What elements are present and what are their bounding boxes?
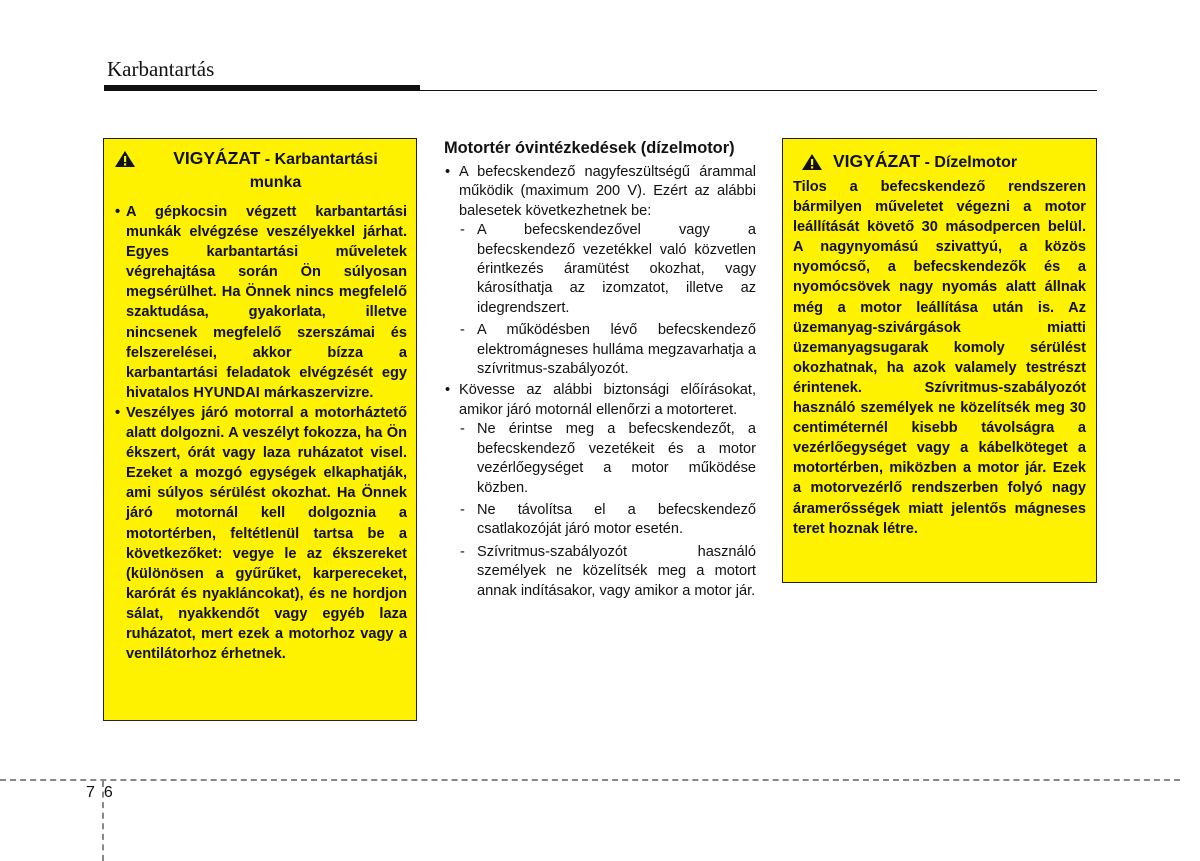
caution-subtitle: - Dízelmotor (920, 154, 1018, 171)
footer-dashed-rule (0, 779, 1180, 781)
caution-item: • A gépkocsin végzett karbantartási munkák elvégzése veszélyekkel járhat. Egyes karbantartási műveletek végrehajtása során Ön súlyosan megsérülhet. Ha Önnek nincs megfelelő szaktudása, gyakorlata, illetve nincsenek megfelelő szerszámai és felszerelései, akkor bízza a karbantartási feladatok elvégzését egy hivatalos HYUNDAI márkaszervizre. (114, 202, 407, 403)
caution-subtitle: - Karbantartási munka (249, 151, 378, 191)
sub-list-item: - A befecskendezővel vagy a befecskendező vezetékkel való közvetlen érintkezés áramütést okozhat, vagy károsíthatja az izomzatot, illetve az idegrendszert. (459, 221, 756, 318)
caution-heading (793, 150, 1086, 174)
sub-list-item: - Ne távolítsa el a befecskendező csatlakozóját járó motor esetén. (459, 501, 756, 540)
sub-list-item: - Szívritmus-szabályozót használó személyek ne közelítsék meg a motort annak indításakor, vagy amikor a motor jár. (459, 543, 756, 601)
caution-label: VIGYÁZAT (173, 148, 261, 168)
caution-box-diesel (782, 138, 1097, 583)
header-rule-thick (104, 85, 420, 91)
caution-box-maintenance (103, 138, 417, 721)
warning-triangle-icon (801, 153, 823, 171)
caution-list (114, 202, 407, 664)
sub-list (459, 420, 756, 601)
caution-body: Tilos a befecskendező rendszeren bármilyen műveletet végezni a motor leállítását követő 30 másodpercen belül. A nagynyomású szivattyú, a közös nyomócső, a befecskendezők és a nyomócsövek nagy nyomás alatt állnak még a motor leállítása után is. Az üzemanyag-szivárgások miatti üzemanyagsugarak komoly sérülést okozhatnak, ha azok valamely testrészt érintenek. Szívritmus-szabályozót használó személyek ne közelítsék meg 30 centiméternél kisebb távolságra a vezérlőegységet vagy a kábelköteget a motortérben, miközben a motor jár. Ezek a motorvezérlő rendszerben folyó nagy áramerősségek miatt jelentős mágneses teret hoznak létre. (793, 179, 1086, 537)
engine-precautions-section (444, 138, 756, 601)
page-number: 76 (86, 784, 122, 801)
caution-heading (114, 147, 407, 194)
list-item (444, 163, 756, 379)
page-header-title: Karbantartás (107, 57, 215, 81)
caution-item: • Veszélyes járó motorral a motorháztető alatt dolgozni. A veszélyt fokozza, ha Ön ékszert, órát vagy laza ruházatot visel. Ezeket a mozgó egységek elkaphatják, ami súlyos sérülést okozhat. Ha Önnek járó motornál kell dolgoznia a motortérben, feltétlenül tartsa be a következőket: vegye le az ékszereket (különösen a gyűrűket, karpereceket, karórát és nyakláncokat), és ne hordjon sálat, nyakkendőt vagy egyéb laza ruházatot, mert ezek a motorhoz vagy a ventilátorhoz érhetnek. (114, 403, 407, 664)
precautions-list (444, 163, 756, 601)
sub-list-item: - A működésben lévő befecskendező elektromágneses hulláma megzavarhatja a szívritmus-szabályozót. (459, 321, 756, 379)
sub-list-item: - Ne érintse meg a befecskendezőt, a befecskendező vezetékeit és a motor vezérlőegységet a motor működése közben. (459, 420, 756, 498)
list-item-text: Kövesse az alábbi biztonsági előírásokat, amikor járó motornál ellenőrzi a motorteret. (459, 382, 756, 418)
list-item (444, 381, 756, 600)
header-rule-thin (420, 90, 1097, 91)
list-item-text: A befecskendező nagyfeszültségű árammal működik (maximum 200 V). Ezért az alábbi balesetek következhetnek be: (459, 164, 756, 219)
sub-list (459, 221, 756, 379)
caution-label: VIGYÁZAT (833, 151, 921, 171)
section-title: Motortér óvintézkedések (dízelmotor) (444, 139, 735, 157)
warning-triangle-icon (114, 150, 136, 168)
